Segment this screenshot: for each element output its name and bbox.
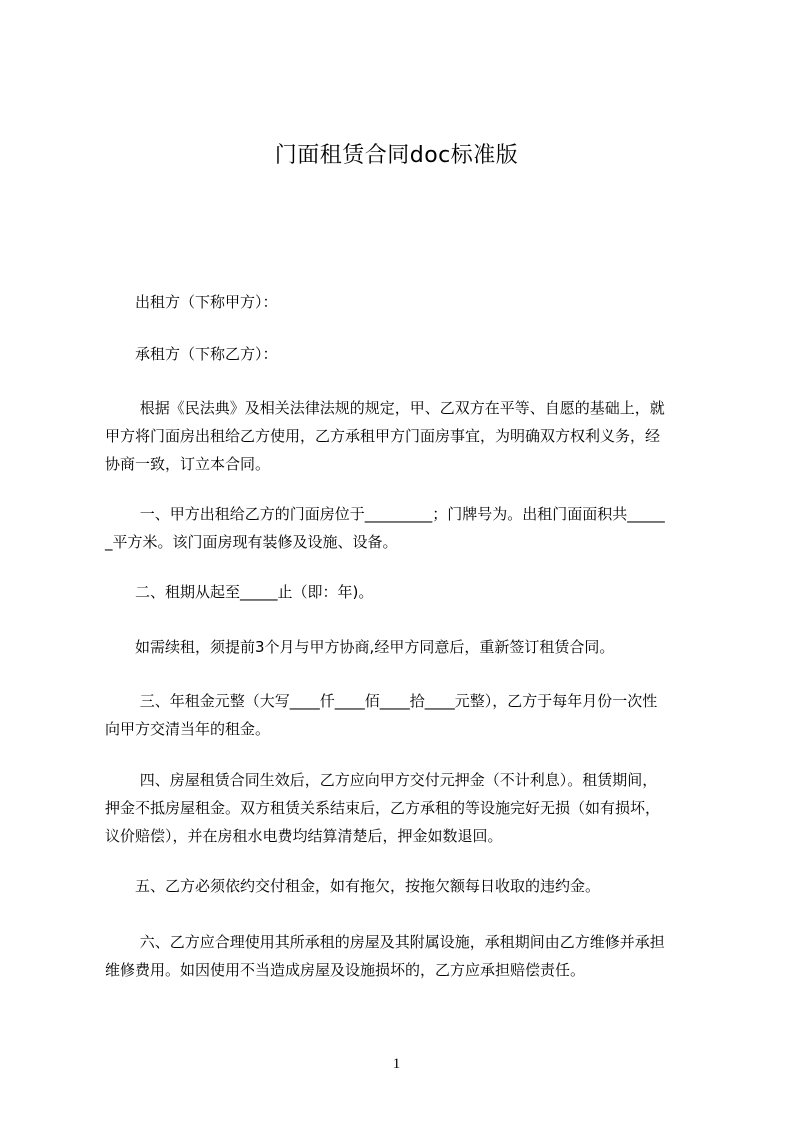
paragraph-line: 六、乙方应合理使用其所承租的房屋及其附属设施，承租期间由乙方维修并承担 bbox=[105, 933, 665, 951]
paragraph-line: 出租方（下称甲方）： bbox=[105, 293, 278, 311]
paragraph-preamble bbox=[105, 394, 705, 478]
paragraph-renewal bbox=[105, 633, 705, 661]
paragraph-line: 四、房屋租赁合同生效后，乙方应向甲方交付元押金（不计利息）。租赁期间， bbox=[105, 771, 658, 789]
paragraph-line: 五、乙方必须依约交付租金，如有拖欠，按拖欠额每日收取的违约金。 bbox=[105, 877, 601, 895]
paragraph-clause-4 bbox=[105, 766, 705, 850]
paragraph-line: 押金不抵房屋租金。双方租赁关系结束后，乙方承租的等设施完好无损（如有损坏， bbox=[105, 799, 661, 817]
paragraph-clause-1 bbox=[105, 500, 705, 556]
paragraph-line: 向甲方交清当年的租金。 bbox=[105, 720, 271, 738]
paragraph-line: 承租方（下称乙方）： bbox=[105, 345, 278, 363]
paragraph-line: 议价赔偿），并在房租水电费均结算清楚后，押金如数退回。 bbox=[105, 827, 503, 845]
paragraph-line: 如需续租，须提前3个月与甲方协商,经甲方同意后，重新签订租赁合同。 bbox=[105, 638, 615, 656]
paragraph-lessor bbox=[105, 288, 705, 316]
paragraph-line: 三、年租金元整（大写____仟____佰____拾____元整），乙方于每年月份一次性 bbox=[105, 692, 658, 710]
document-title: 门面租赁合同doc标准版 bbox=[274, 143, 519, 168]
paragraph-clause-2 bbox=[105, 578, 705, 606]
paragraph-clause-5 bbox=[105, 872, 705, 900]
paragraph-line: 一、甲方出租给乙方的门面房位于_________；门牌号为。出租门面面积共_____ bbox=[105, 505, 665, 523]
paragraph-line: _平方米。该门面房现有装修及设施、设备。 bbox=[105, 533, 398, 551]
paragraph-line: 二、租期从起至_____止（即：年)。 bbox=[105, 583, 374, 601]
page-number: 1 bbox=[392, 1056, 401, 1072]
paragraph-line: 协商一致，订立本合同。 bbox=[105, 455, 271, 473]
paragraph-line: 甲方将门面房出租给乙方使用，乙方承租甲方门面房事宜，为明确双方权利义务，经 bbox=[105, 427, 661, 445]
paragraph-lessee bbox=[105, 340, 705, 368]
paragraph-clause-3 bbox=[105, 687, 705, 743]
paragraph-line: 根据《民法典》及相关法律法规的规定，甲、乙双方在平等、自愿的基础上，就 bbox=[105, 399, 665, 417]
paragraph-line: 维修费用。如因使用不当造成房屋及设施损坏的，乙方应承担赔偿责任。 bbox=[105, 961, 586, 979]
paragraph-clause-6 bbox=[105, 928, 705, 984]
